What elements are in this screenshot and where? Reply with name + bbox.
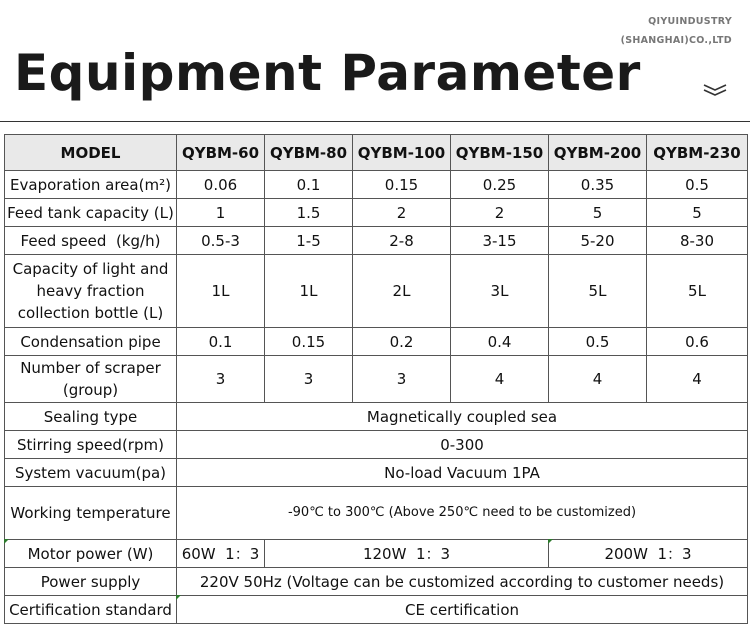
- row-label: Condensation pipe: [5, 328, 177, 356]
- parameter-table: [4, 134, 748, 624]
- table-cell: 1: [177, 199, 265, 227]
- table-cell: 1L: [265, 255, 353, 328]
- header-model-cell: QYBM-60: [177, 135, 265, 171]
- company-name-line2: (SHANGHAI)CO.,LTD: [620, 35, 732, 46]
- row-label: Power supply: [5, 568, 177, 596]
- table-cell: 0.2: [353, 328, 451, 356]
- header-model-cell: QYBM-150: [451, 135, 549, 171]
- table-cell: 0.1: [177, 328, 265, 356]
- header-model-cell: QYBM-230: [647, 135, 748, 171]
- table-row: [5, 255, 748, 328]
- table-cell: 3-15: [451, 227, 549, 255]
- double-chevron-down-icon: [702, 84, 728, 96]
- table-cell: 2-8: [353, 227, 451, 255]
- table-header-row: [5, 135, 748, 171]
- table-cell: 2L: [353, 255, 451, 328]
- row-label: Certification standard: [5, 596, 177, 624]
- table-row: [5, 403, 748, 431]
- table-cell: 0.5: [549, 328, 647, 356]
- row-label: System vacuum(pa): [5, 459, 177, 487]
- table-cell: 0.4: [451, 328, 549, 356]
- header-model: MODEL: [5, 135, 177, 171]
- table-cell: 4: [549, 356, 647, 403]
- table-cell: 0.5-3: [177, 227, 265, 255]
- table-cell: 0.15: [353, 171, 451, 199]
- table-row: [5, 431, 748, 459]
- table-cell: 5: [549, 199, 647, 227]
- row-label: Stirring speed(rpm): [5, 431, 177, 459]
- table-cell: Magnetically coupled sea: [177, 403, 748, 431]
- table-cell: 0.1: [265, 171, 353, 199]
- table-cell: 3: [353, 356, 451, 403]
- table-row: [5, 596, 748, 624]
- table-cell: 200W 1：3: [549, 540, 748, 568]
- table-cell: 8-30: [647, 227, 748, 255]
- row-label: Number of scraper (group): [5, 356, 177, 403]
- table-cell: 5-20: [549, 227, 647, 255]
- table-cell: No-load Vacuum 1PA: [177, 459, 748, 487]
- table-cell: 2: [451, 199, 549, 227]
- table-row: [5, 227, 748, 255]
- header-divider: [0, 121, 750, 122]
- row-label: Capacity of light and heavy fraction collection bottle (L): [5, 255, 177, 328]
- header-model-cell: QYBM-80: [265, 135, 353, 171]
- row-label: Feed tank capacity (L): [5, 199, 177, 227]
- table-cell: 120W 1：3: [265, 540, 549, 568]
- row-label: Sealing type: [5, 403, 177, 431]
- table-cell: 1-5: [265, 227, 353, 255]
- row-label: Evaporation area(m²): [5, 171, 177, 199]
- table-cell: 3L: [451, 255, 549, 328]
- table-cell: 3: [177, 356, 265, 403]
- table-cell: 3: [265, 356, 353, 403]
- company-name-line1: QIYUINDUSTRY: [648, 16, 732, 27]
- table-cell: 4: [647, 356, 748, 403]
- row-label: Working temperature: [5, 487, 177, 540]
- table-cell: 2: [353, 199, 451, 227]
- header-model-cell: QYBM-100: [353, 135, 451, 171]
- table-cell: 0.06: [177, 171, 265, 199]
- table-cell: CE certification: [177, 596, 748, 624]
- table-cell: 0.6: [647, 328, 748, 356]
- table-cell: 0.25: [451, 171, 549, 199]
- row-label: Feed speed (kg/h): [5, 227, 177, 255]
- table-cell: 5L: [549, 255, 647, 328]
- table-row: [5, 328, 748, 356]
- table-cell: 0.5: [647, 171, 748, 199]
- table-row: [5, 459, 748, 487]
- table-cell: 1L: [177, 255, 265, 328]
- table-cell: 5: [647, 199, 748, 227]
- table-row: [5, 487, 748, 540]
- table-cell: -90℃ to 300℃ (Above 250℃ need to be customized): [177, 487, 748, 540]
- table-cell: 220V 50Hz (Voltage can be customized according to customer needs): [177, 568, 748, 596]
- table-cell: 0.15: [265, 328, 353, 356]
- table-cell: 5L: [647, 255, 748, 328]
- table-row: [5, 171, 748, 199]
- table-row: [5, 568, 748, 596]
- header-model-cell: QYBM-200: [549, 135, 647, 171]
- table-row: [5, 199, 748, 227]
- table-cell: 0.35: [549, 171, 647, 199]
- table-cell: 4: [451, 356, 549, 403]
- table-row: [5, 540, 748, 568]
- table-cell: 60W 1：3: [177, 540, 265, 568]
- table-cell: 0-300: [177, 431, 748, 459]
- row-label: Motor power (W): [5, 540, 177, 568]
- page-title: Equipment Parameter: [14, 44, 641, 102]
- table-row: [5, 356, 748, 403]
- table-cell: 1.5: [265, 199, 353, 227]
